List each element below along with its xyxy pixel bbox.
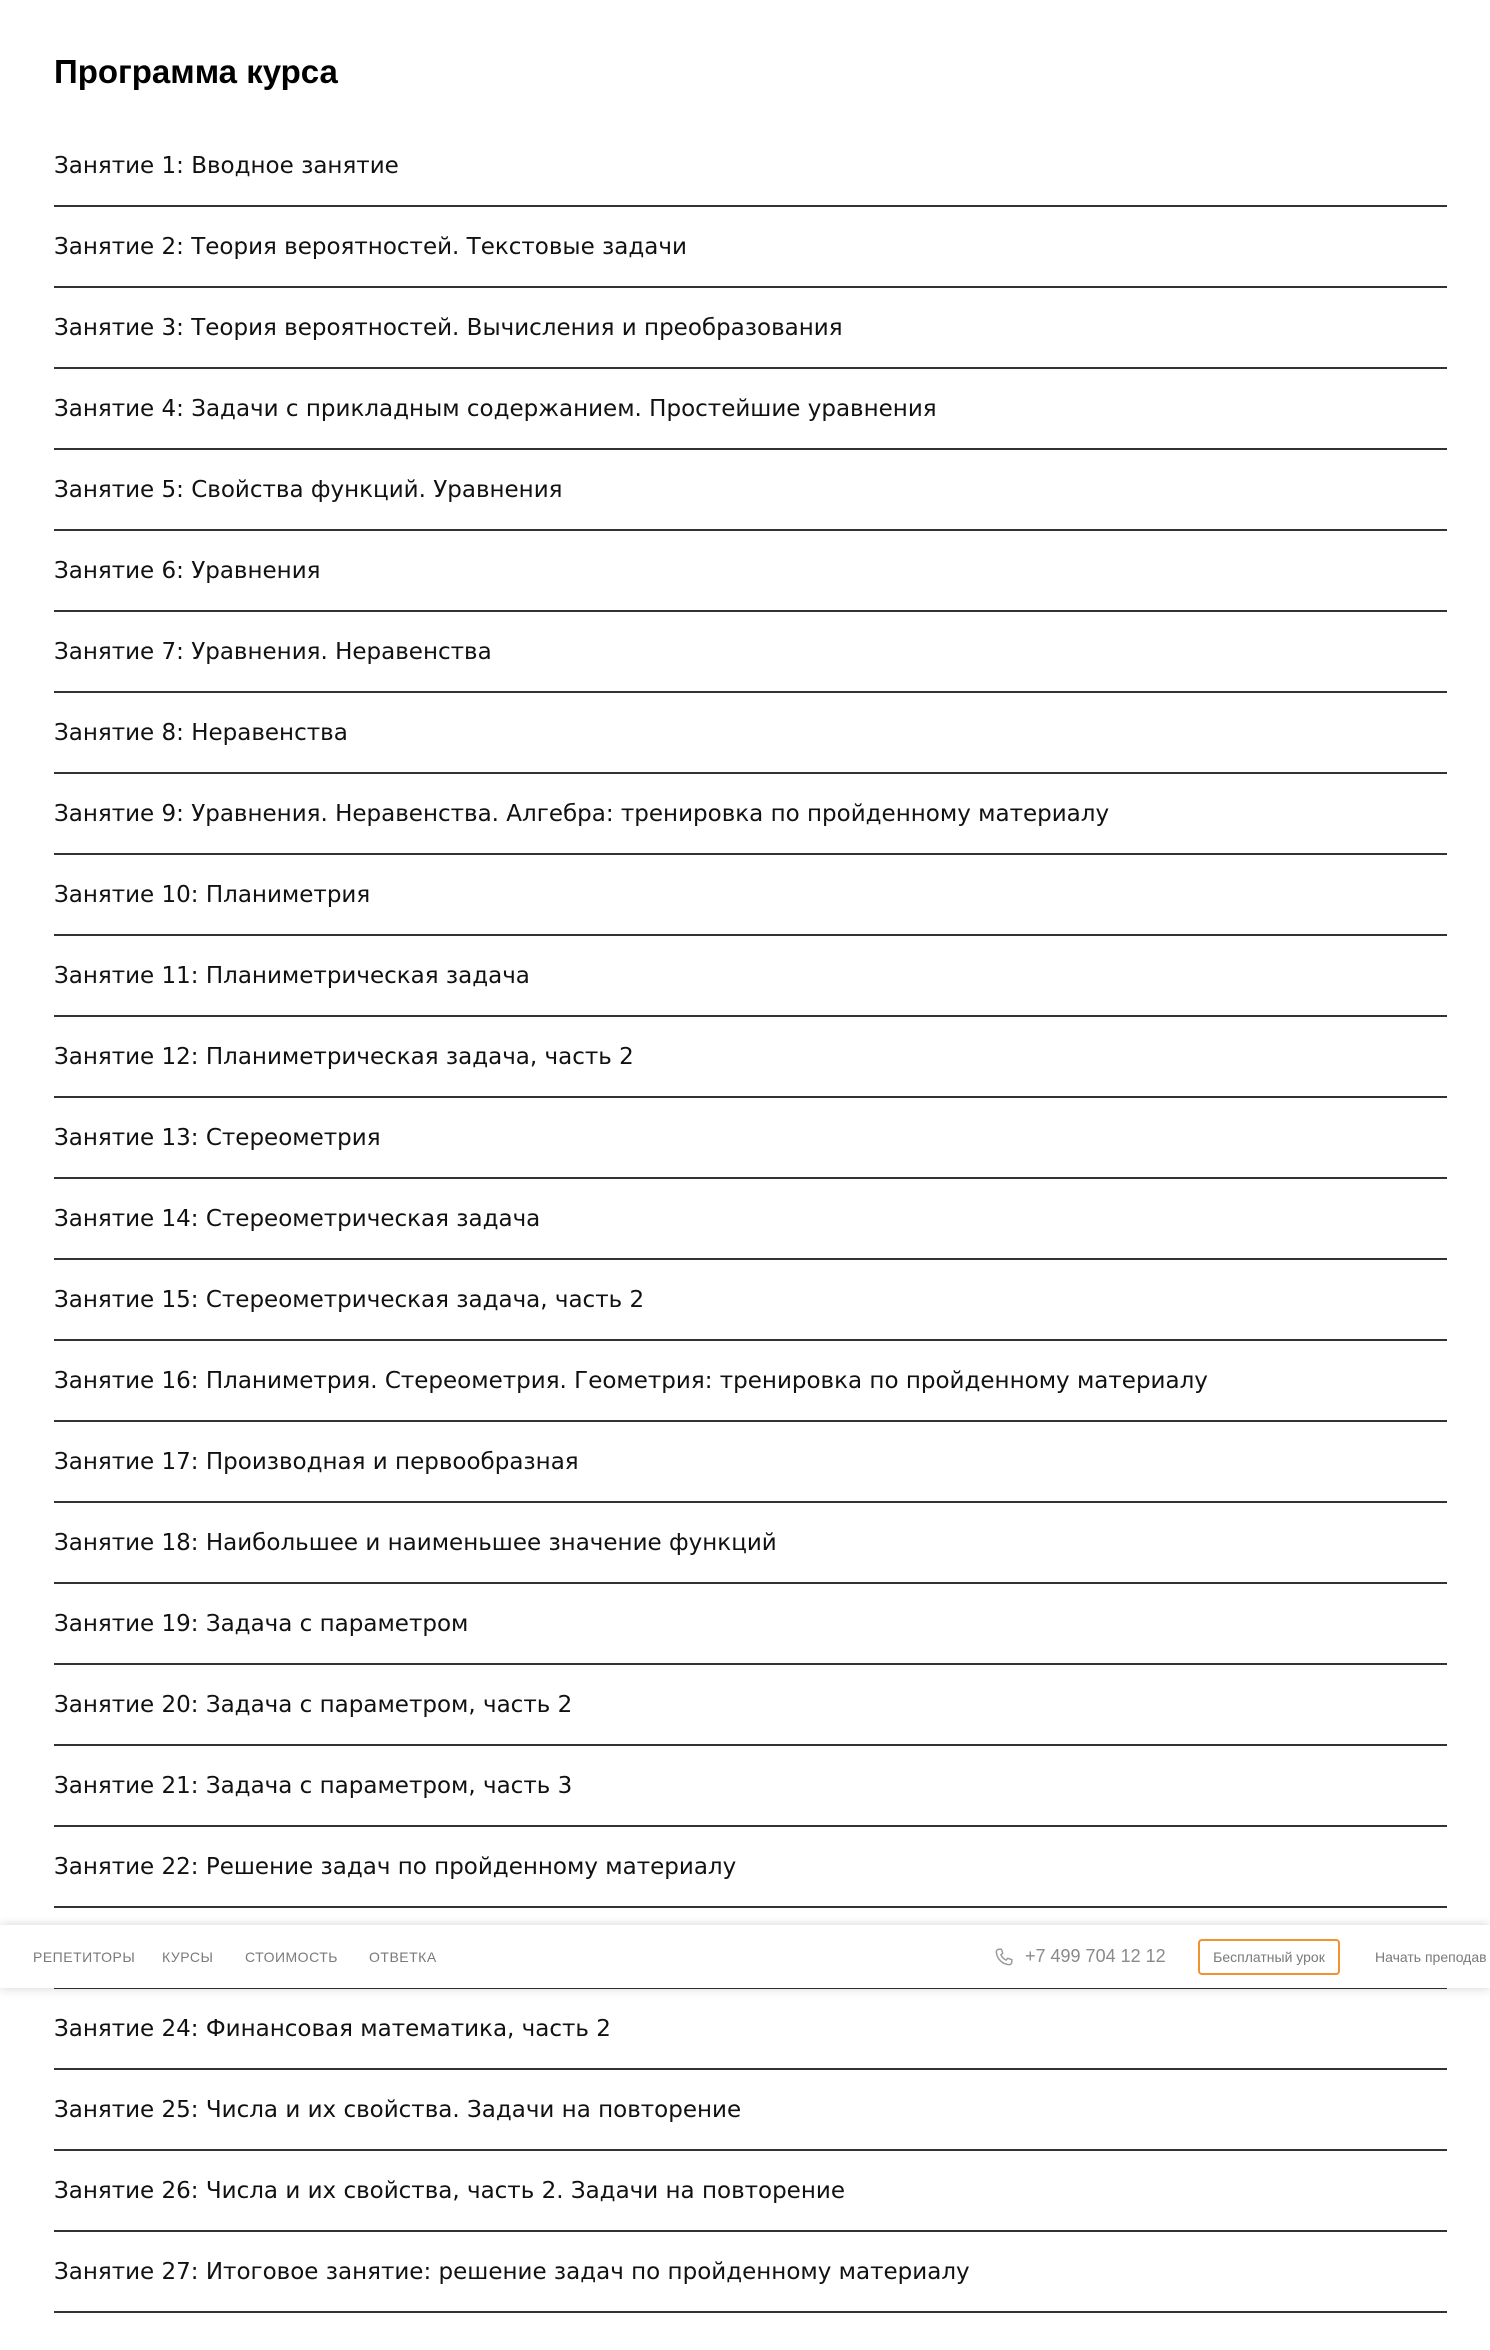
start-teaching-link[interactable]: Начать преподав [1375,1948,1487,1965]
lesson-label: Занятие 7: Уравнения. Неравенства [54,638,492,665]
lesson-item[interactable] [54,1827,1447,1908]
lesson-item[interactable] [54,288,1447,369]
lesson-label: Занятие 4: Задачи с прикладным содержанием. Простейшие уравнения [54,395,937,422]
lesson-item[interactable] [54,855,1447,936]
lesson-item[interactable] [54,450,1447,531]
lesson-item[interactable] [54,207,1447,288]
lesson-label: Занятие 21: Задача с параметром, часть 3 [54,1772,573,1799]
lesson-label: Занятие 5: Свойства функций. Уравнения [54,476,563,503]
lesson-item[interactable] [54,1017,1447,1098]
lesson-label: Занятие 11: Планиметрическая задача [54,962,530,989]
lesson-item[interactable] [54,2232,1447,2313]
lesson-item[interactable] [54,1422,1447,1503]
nav-link-tutors[interactable]: РЕПЕТИТОРЫ [33,1948,136,1965]
lesson-label: Занятие 13: Стереометрия [54,1124,381,1151]
lesson-label: Занятие 10: Планиметрия [54,881,371,908]
lesson-item[interactable] [54,936,1447,1017]
free-lesson-button[interactable]: Бесплатный урок [1198,1939,1340,1975]
lesson-label: Занятие 2: Теория вероятностей. Текстовые задачи [54,233,687,260]
lesson-item[interactable] [54,1584,1447,1665]
lesson-label: Занятие 17: Производная и первообразная [54,1448,579,1475]
lesson-item[interactable] [54,1665,1447,1746]
lesson-label: Занятие 18: Наибольшее и наименьшее значение функций [54,1529,777,1556]
lesson-label: Занятие 19: Задача с параметром [54,1610,469,1637]
lesson-item[interactable] [54,369,1447,450]
lesson-label: Занятие 9: Уравнения. Неравенства. Алгебра: тренировка по пройденному материалу [54,800,1110,827]
lesson-label: Занятие 22: Решение задач по пройденному материалу [54,1853,737,1880]
lesson-item[interactable] [54,2151,1447,2232]
sticky-header [0,1925,1490,1988]
lesson-item[interactable] [54,1746,1447,1827]
lesson-label: Занятие 20: Задача с параметром, часть 2 [54,1691,573,1718]
lesson-label: Занятие 27: Итоговое занятие: решение задач по пройденному материалу [54,2258,970,2285]
lesson-item[interactable] [54,1989,1447,2070]
phone-number: +7 499 704 12 12 [1025,1946,1166,1966]
lesson-label: Занятие 12: Планиметрическая задача, часть 2 [54,1043,634,1070]
lesson-label: Занятие 25: Числа и их свойства. Задачи на повторение [54,2096,742,2123]
phone-icon [993,1946,1015,1968]
lesson-label: Занятие 6: Уравнения [54,557,321,584]
page-title: Программа курса [54,53,338,90]
lesson-item[interactable] [54,1179,1447,1260]
nav-link-courses[interactable]: КУРСЫ [162,1948,214,1965]
nav-link-answers[interactable]: ОТВЕТКА [369,1948,437,1965]
lesson-item[interactable] [54,774,1447,855]
lesson-item[interactable] [54,2070,1447,2151]
phone-link[interactable] [993,1925,1166,1988]
lesson-item[interactable] [54,126,1447,207]
lesson-item[interactable] [54,1341,1447,1422]
lesson-label: Занятие 14: Стереометрическая задача [54,1205,541,1232]
lesson-label: Занятие 24: Финансовая математика, часть 2 [54,2015,611,2042]
lesson-label: Занятие 8: Неравенства [54,719,348,746]
lesson-item[interactable] [54,531,1447,612]
lesson-label: Занятие 16: Планиметрия. Стереометрия. Геометрия: тренировка по пройденному материалу [54,1367,1208,1394]
lesson-item[interactable] [54,1260,1447,1341]
nav-link-pricing[interactable]: СТОИМОСТЬ [245,1948,338,1965]
lesson-item[interactable] [54,693,1447,774]
lesson-item[interactable] [54,1098,1447,1179]
lesson-item[interactable] [54,612,1447,693]
lesson-label: Занятие 26: Числа и их свойства, часть 2. Задачи на повторение [54,2177,845,2204]
lesson-item[interactable] [54,1503,1447,1584]
lesson-label: Занятие 1: Вводное занятие [54,152,399,179]
lesson-label: Занятие 15: Стереометрическая задача, часть 2 [54,1286,645,1313]
lesson-label: Занятие 3: Теория вероятностей. Вычисления и преобразования [54,314,843,341]
